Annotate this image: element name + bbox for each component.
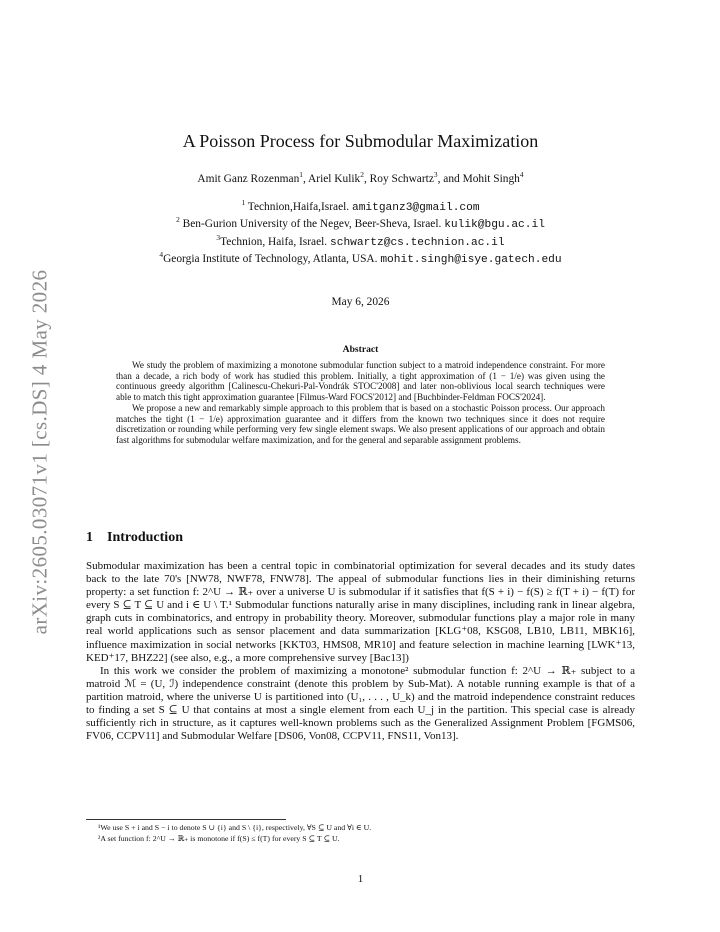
affiliation: $^2$ Ben-Gurion University of the Negev, Beer-Sheva, Israel. kulik@bgu.ac.il	[176, 215, 545, 232]
email-link[interactable]: kulik@bgu.ac.il	[444, 219, 545, 232]
footnote: ²A set function f: 2^U → ℝ₊ is monotone if f(S) ≤ f(T) for every S ⊆ T ⊆ U.	[98, 833, 340, 843]
abstract-body	[116, 360, 605, 446]
section-heading	[86, 530, 183, 546]
abstract-paragraph: We study the problem of maximizing a monotone submodular function subject to a matroid independence constraint. For more than a decade, a rich body of work has studied this problem. Initially, a tight approximation of (1 − 1/e) was given using the continuous greedy algorithm [Calinescu-Chekuri-Pal-Vondrák STOC'2008] and later non-oblivious local search techniques were able to match this tight approximation guarantee [Filmus-Ward FOCS'2012] and [Buchbinder-Feldman FOCS'2024].	[116, 360, 605, 403]
footnotes	[86, 819, 635, 844]
arxiv-identifier-stamp: arXiv:2605.03071v1 [cs.DS] 4 May 2026	[27, 269, 52, 635]
affiliation-list	[86, 199, 635, 268]
email-link[interactable]: schwartz@cs.technion.ac.il	[330, 236, 505, 249]
author-list	[86, 170, 635, 185]
email-link[interactable]: mohit.singh@isye.gatech.edu	[380, 253, 562, 266]
abstract-heading: Abstract	[342, 344, 379, 355]
email-link[interactable]: amitganz3@gmail.com	[351, 202, 480, 214]
page-number: 1	[357, 873, 364, 885]
section-number: 1	[86, 530, 93, 545]
author: Mohit Singh$^4$	[462, 170, 524, 185]
body-paragraph: In this work we consider the problem of maximizing a monotone² submodular function f: 2^U → ℝ₊ subject to a matroid ℳ = (U, ℐ) independence constraint (denote this problem by Sub-Mat). A notable running example is that of a partition matroid, where the universe U is partitioned into (U₁, . . . , U_k) and the matroid independence constraint reduces to finding a set S ⊆ U that contains at most a single element from each U_j in the partition. This special case is already sufficiently rich in structure, as it captures well-known problems such as the Generalized Assignment Problem [FGMS06, FV06, CCPV11] and Submodular Welfare [DS06, Von08, CCPV11, FNS11, Von13].	[86, 664, 635, 743]
author: Amit Ganz Rozenman$^1$,	[197, 170, 309, 185]
footnote-rule	[86, 819, 286, 820]
publication-date: May 6, 2026	[331, 296, 390, 308]
abstract-paragraph: We propose a new and remarkably simple approach to this problem that is based on a stochastic Poisson process. Our approach matches the tight (1 − 1/e) approximation guarantee and it differs from the known two techniques since it does not require discretization or rounding while performing very few single element swaps. We also present applications of our approach and obtain fast algorithms for submodular welfare maximization, and for the general and separable assignment problems.	[116, 402, 605, 445]
body-paragraph: Submodular maximization has been a central topic in combinatorial optimization for several decades and its study dates back to the late 70's [NW78, NWF78, FNW78]. The appeal of submodular functions lies in their diminishing returns property: a set function f: 2^U → ℝ₊ over a universe U is submodular if it satisfies that f(S + i) − f(S) ≥ f(T + i) − f(T) for every S ⊆ T ⊆ U and i ∈ U \ T.¹ Submodular functions naturally arise in many disciplines, including rank in linear algebra, graph cuts in combinatorics, and entropy in probability theory. Moreover, submodular functions play a major role in many real world applications such as sensor placement and data summarization [KLG⁺08, KSG08, LB10, LB11, MBK16], influence maximization in social networks [KKT03, HMS08, MR10] and feature selection in machine learning [LWK⁺13, KED⁺17, BHZ22] (see also, e.g., a more comprehensive survey [Bac13])	[86, 560, 635, 664]
section-body	[86, 560, 635, 743]
affiliation: $^3$Technion, Haifa, Israel. schwartz@cs.technion.ac.il	[216, 232, 505, 249]
author: Ariel Kulik$^2$,	[308, 170, 370, 185]
section-title: Introduction	[107, 530, 183, 545]
author: Roy Schwartz$^3$, and	[369, 170, 463, 185]
footnote: ¹We use S + i and S − i to denote S ∪ {i} and S \ {i}, respectively, ∀S ⊆ U and ∀i ∈ U.	[98, 823, 372, 832]
affiliation: $^4$Georgia Institute of Technology, Atlanta, USA. mohit.singh@isye.gatech.edu	[159, 250, 562, 266]
paper-title: A Poisson Process for Submodular Maximization	[182, 131, 539, 151]
affiliation: $^1$ Technion,Haifa,Israel. amitganz3@gmail.com	[241, 198, 480, 214]
